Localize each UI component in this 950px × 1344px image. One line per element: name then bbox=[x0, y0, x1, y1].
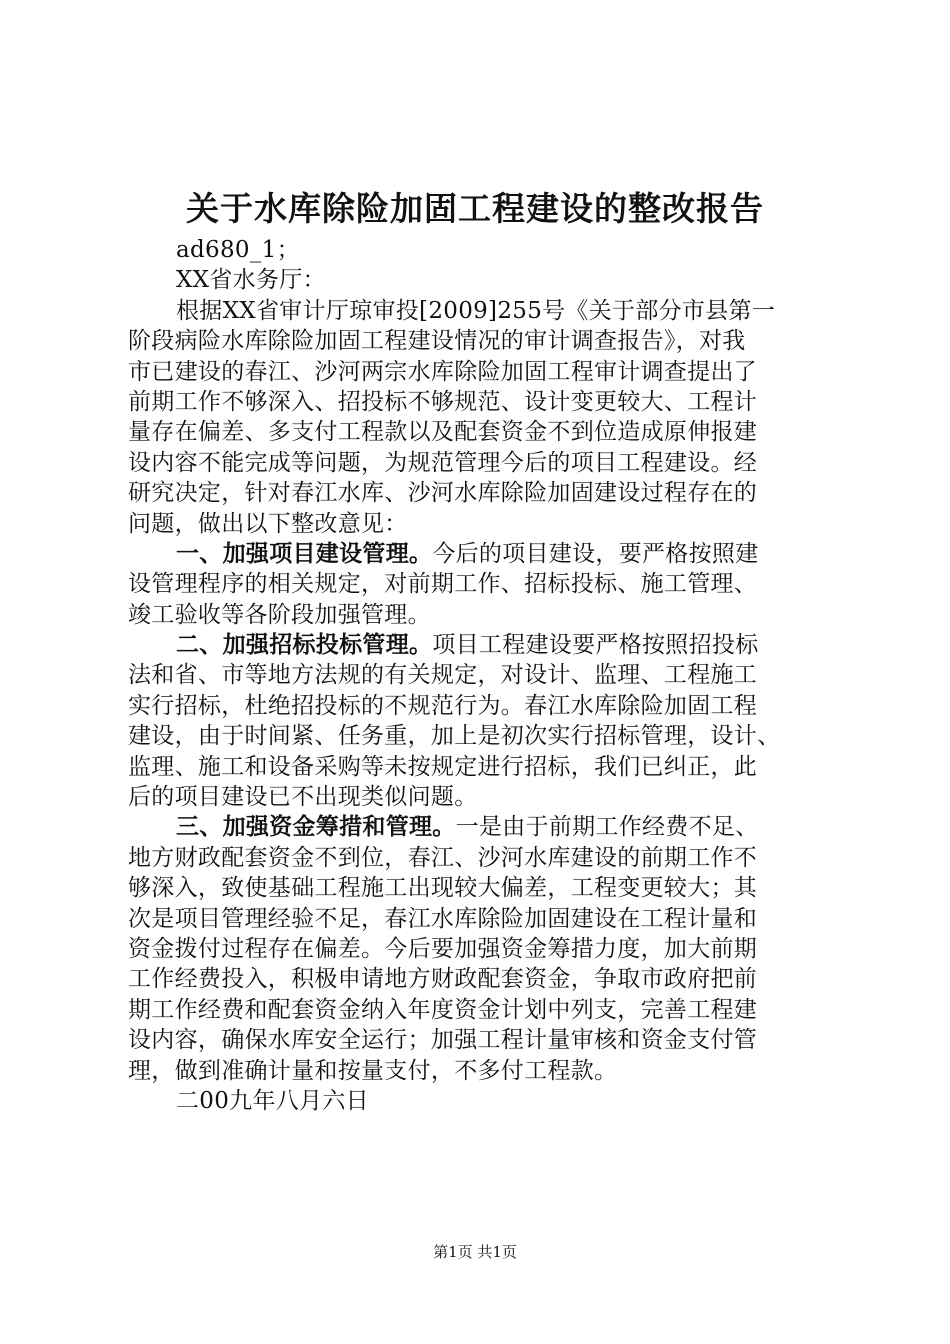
section-1-heading: 一、加强项目建设管理。 bbox=[176, 539, 433, 567]
paragraph-line: 法和省、市等地方法规的有关规定，对设计、监理、工程施工 bbox=[128, 662, 758, 689]
section-3-paragraph bbox=[128, 812, 828, 1086]
section-3-heading: 三、加强资金筹措和管理。 bbox=[176, 813, 456, 841]
paragraph-line: 次是项目管理经验不足，春江水库除险加固建设在工程计量和 bbox=[128, 905, 758, 932]
document-body bbox=[128, 235, 828, 1116]
section-2-paragraph bbox=[128, 630, 828, 812]
section-3-first-line: 一是由于前期工作经费不足、 bbox=[455, 814, 759, 841]
paragraph-line: 竣工验收等各阶段加强管理。 bbox=[128, 601, 431, 628]
paragraph-line: 期工作经费和配套资金纳入年度资金计划中列支，完善工程建 bbox=[128, 996, 758, 1023]
paragraph-line: 工作经费投入，积极申请地方财政配套资金，争取市政府把前 bbox=[128, 966, 758, 993]
paragraph-line: 实行招标，杜绝招投标的不规范行为。春江水库除险加固工程 bbox=[128, 692, 758, 719]
paragraph-line: 市已建设的春江、沙河两宗水库除险加固工程审计调查提出了 bbox=[128, 358, 758, 385]
paragraph-line: 后的项目建设已不出现类似问题。 bbox=[128, 784, 478, 811]
paragraph-line: 建设，由于时间紧、任务重，加上是初次实行招标管理，设计、 bbox=[128, 723, 781, 750]
paragraph-line: 资金拨付过程存在偏差。今后要加强资金筹措力度，加大前期 bbox=[128, 935, 758, 962]
paragraph-line: 地方财政配套资金不到位，春江、沙河水库建设的前期工作不 bbox=[128, 844, 758, 871]
page-footer: 第1页 共1页 bbox=[433, 1243, 517, 1261]
document-date: 二00九年八月六日 bbox=[176, 1087, 369, 1114]
section-1-first-line: 今后的项目建设，要严格按照建 bbox=[432, 540, 759, 567]
section-1-paragraph bbox=[128, 539, 828, 630]
paragraph-line: 量存在偏差、多支付工程款以及配套资金不到位造成原伸报建 bbox=[128, 419, 758, 446]
paragraph-line: 研究决定，针对春江水库、沙河水库除险加固建设过程存在的 bbox=[128, 480, 758, 507]
paragraph-line bbox=[128, 539, 828, 569]
paragraph-line: 问题，做出以下整改意见： bbox=[128, 510, 408, 537]
paragraph-line: 设管理程序的相关规定，对前期工作、招标投标、施工管理、 bbox=[128, 571, 758, 598]
paragraph-line: 阶段病险水库除险加固工程建设情况的审计调查报告》，对我 bbox=[128, 328, 746, 355]
addressee-line: XX省水务厅： bbox=[176, 267, 326, 294]
intro-paragraph bbox=[128, 296, 828, 539]
paragraph-line: 够深入，致使基础工程施工出现较大偏差，工程变更较大；其 bbox=[128, 875, 758, 902]
paragraph-line bbox=[128, 812, 828, 842]
paragraph-line: 根据XX省审计厅琼审投[2009]255号《关于部分市县第一 bbox=[176, 297, 776, 324]
paragraph-line: 理，做到准确计量和按量支付，不多付工程款。 bbox=[128, 1057, 618, 1084]
paragraph-line bbox=[128, 630, 828, 660]
reference-line: ad680_1； bbox=[176, 237, 300, 263]
section-2-first-line: 项目工程建设要严格按照招投标 bbox=[432, 632, 759, 659]
paragraph-line: 设内容，确保水库安全运行；加强工程计量审核和资金支付管 bbox=[128, 1027, 758, 1054]
document-title: 关于水库除险加固工程建设的整改报告 bbox=[186, 189, 764, 228]
paragraph-line: 前期工作不够深入、招投标不够规范、设计变更较大、工程计 bbox=[128, 388, 758, 415]
section-2-heading: 二、加强招标投标管理。 bbox=[176, 631, 433, 659]
paragraph-line: 监理、施工和设备采购等未按规定进行招标，我们已纠正，此 bbox=[128, 753, 758, 780]
paragraph-line: 设内容不能完成等问题，为规范管理今后的项目工程建设。经 bbox=[128, 449, 758, 476]
